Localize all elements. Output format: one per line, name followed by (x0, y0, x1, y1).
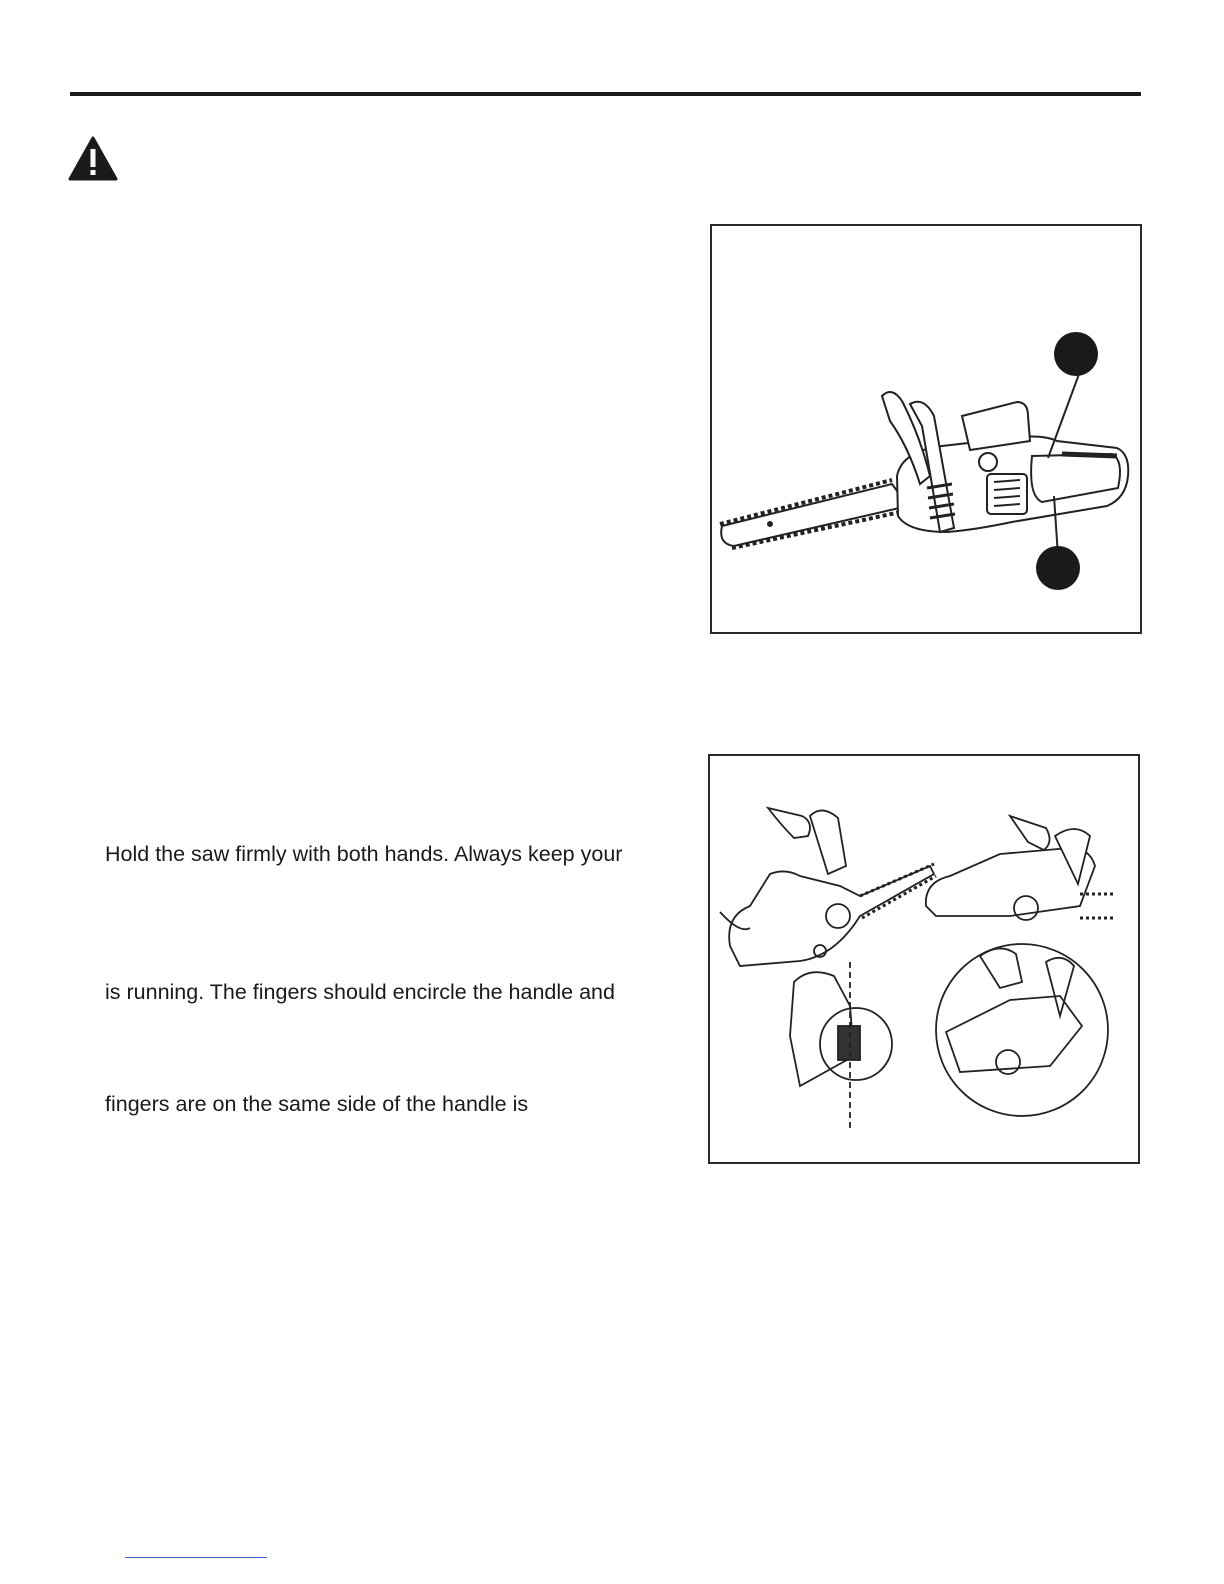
instruction-line: Hold the saw firmly with both hands. Always keep your (105, 842, 623, 866)
instruction-line: fingers are on the same side of the handle is (105, 1092, 529, 1116)
callout-circle-icon (1036, 546, 1080, 590)
chainsaw-illustration (712, 226, 1140, 632)
callout-circle-icon (1054, 332, 1098, 376)
grip-illustration (710, 756, 1138, 1162)
chainsaw-figure (710, 224, 1142, 634)
warning-triangle-icon (68, 136, 118, 182)
header-rule (70, 92, 1141, 96)
grip-figure (708, 754, 1140, 1164)
instruction-line: is running. The fingers should encircle the handle and (105, 980, 615, 1004)
footer-link-underline (125, 1557, 267, 1558)
